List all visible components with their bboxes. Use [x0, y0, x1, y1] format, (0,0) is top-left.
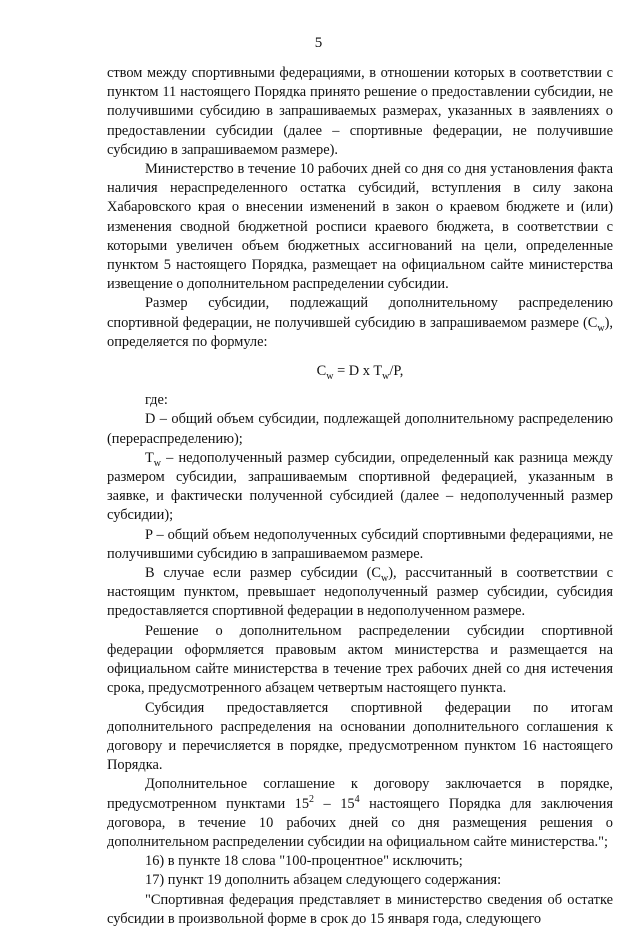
formula-lhs: C — [316, 363, 327, 380]
agreement-text-c: настоящего Порядка для заключения договора, в течение 10 рабочих дней со дня размещения решения о дополнительном распределении субсидии на официальном сайте министерства."; — [107, 795, 614, 850]
item-16: 16) в пункте 18 слова "100-процентное" исключить; — [145, 853, 463, 870]
paragraph-continuation: ством между спортивными федерациями, в отношении которых в соответствии с пунктом 11 настоящего Порядка принято решение о предоставлении субсидии, не получившими субсидию в запрашиваемых размерах, указанных в заявлениях о предоставлении субсидии (далее – спортивные федерации, не получившие субсидию в запрашиваемом размере). — [107, 65, 613, 158]
formula — [107, 362, 613, 381]
agreement-text-a: Дополнительное соглашение к договору заключается в порядке, предусмотренном пунктами 15 — [107, 776, 613, 812]
agreement-text-b: – 15 — [314, 795, 355, 812]
definition-t — [107, 449, 613, 526]
definition-p: P – общий объем недополученных субсидий спортивными федерациями, не получившими субсидию в запрашиваемом размере. — [107, 526, 613, 562]
definition-t-text: – недополученный размер субсидии, определенный как разница между размером субсидии, запрашиваемым спортивной федерацией, указанным в заявке, и фактически полученной субсидией (далее – недополученный размер субсидии); — [107, 449, 613, 524]
definition-t-sub: w — [153, 457, 162, 469]
definition-t-symbol: T — [145, 449, 154, 466]
case-text-a: В случае если размер субсидии (C — [145, 565, 381, 582]
paragraph-agreement — [107, 775, 613, 852]
paragraph-decision: Решение о дополнительном распределении субсидии спортивной федерации оформляется правовым актом министерства и размещается на официальном сайте министерства в течение трех рабочих дней со дня истечения срока, предусмотренного абзацем четвертым настоящего пункта. — [107, 622, 613, 697]
formula-rhs-a: = D x T — [333, 363, 383, 380]
case-sub: w — [380, 572, 389, 584]
document-body — [107, 64, 613, 929]
agreement-sup-2: 4 — [354, 793, 360, 805]
paragraph-case — [107, 564, 613, 622]
agreement-sup-1: 2 — [309, 793, 315, 805]
where-label: где: — [145, 392, 168, 409]
formula-lhs-sub: w — [326, 370, 334, 382]
definition-d: D – общий объем субсидии, подлежащей дополнительному распределению (перераспределению); — [107, 411, 613, 447]
subsidy-size-sub: w — [597, 322, 605, 334]
item-17: 17) пункт 19 дополнить абзацем следующего содержания: — [145, 872, 502, 889]
subsidy-size-text-b: ), определяется по формуле: — [107, 314, 613, 350]
formula-rhs-b: /P, — [389, 363, 404, 380]
subsidy-size-text-a: Размер субсидии, подлежащий дополнительному распределению спортивной федерации, не получившей субсидию в запрашиваемом размере (C — [107, 295, 613, 331]
paragraph-subsidy-size — [107, 294, 613, 352]
paragraph-subsidy-provision: Субсидия предоставляется спортивной федерации по итогам дополнительного распределения на основании дополнительного соглашения к договору и перечисляется в порядке, предусмотренном пунктом 16 настоящего Порядка. — [107, 699, 613, 774]
paragraph-ministry-deadline: Министерство в течение 10 рабочих дней со дня со дня установления факта наличия нераспределенного остатка субсидий, вступления в силу закона Хабаровского края о внесении изменений в закон о краевом бюджете и (или) изменения сводной бюджетной росписи краевого бюджета, в соответствии с которыми увеличен объем бюджетных ассигнований на цели, определенные пунктом 5 настоящего Порядка, размещает на официальном сайте министерства извещение о дополнительном распределении субсидии. — [107, 161, 613, 293]
case-text-b: ), рассчитанный в соответствии с настоящим пунктом, превышает недополученный размер субсидии, субсидия предоставляется спортивной федерации в недополученном размере. — [107, 565, 613, 620]
paragraph-final: "Спортивная федерация представляет в министерство сведения об остатке субсидии в произвольной форме в срок до 15 января года, следующего — [107, 891, 613, 927]
page-number: 5 — [314, 35, 323, 51]
formula-rhs-sub: w — [382, 370, 390, 382]
